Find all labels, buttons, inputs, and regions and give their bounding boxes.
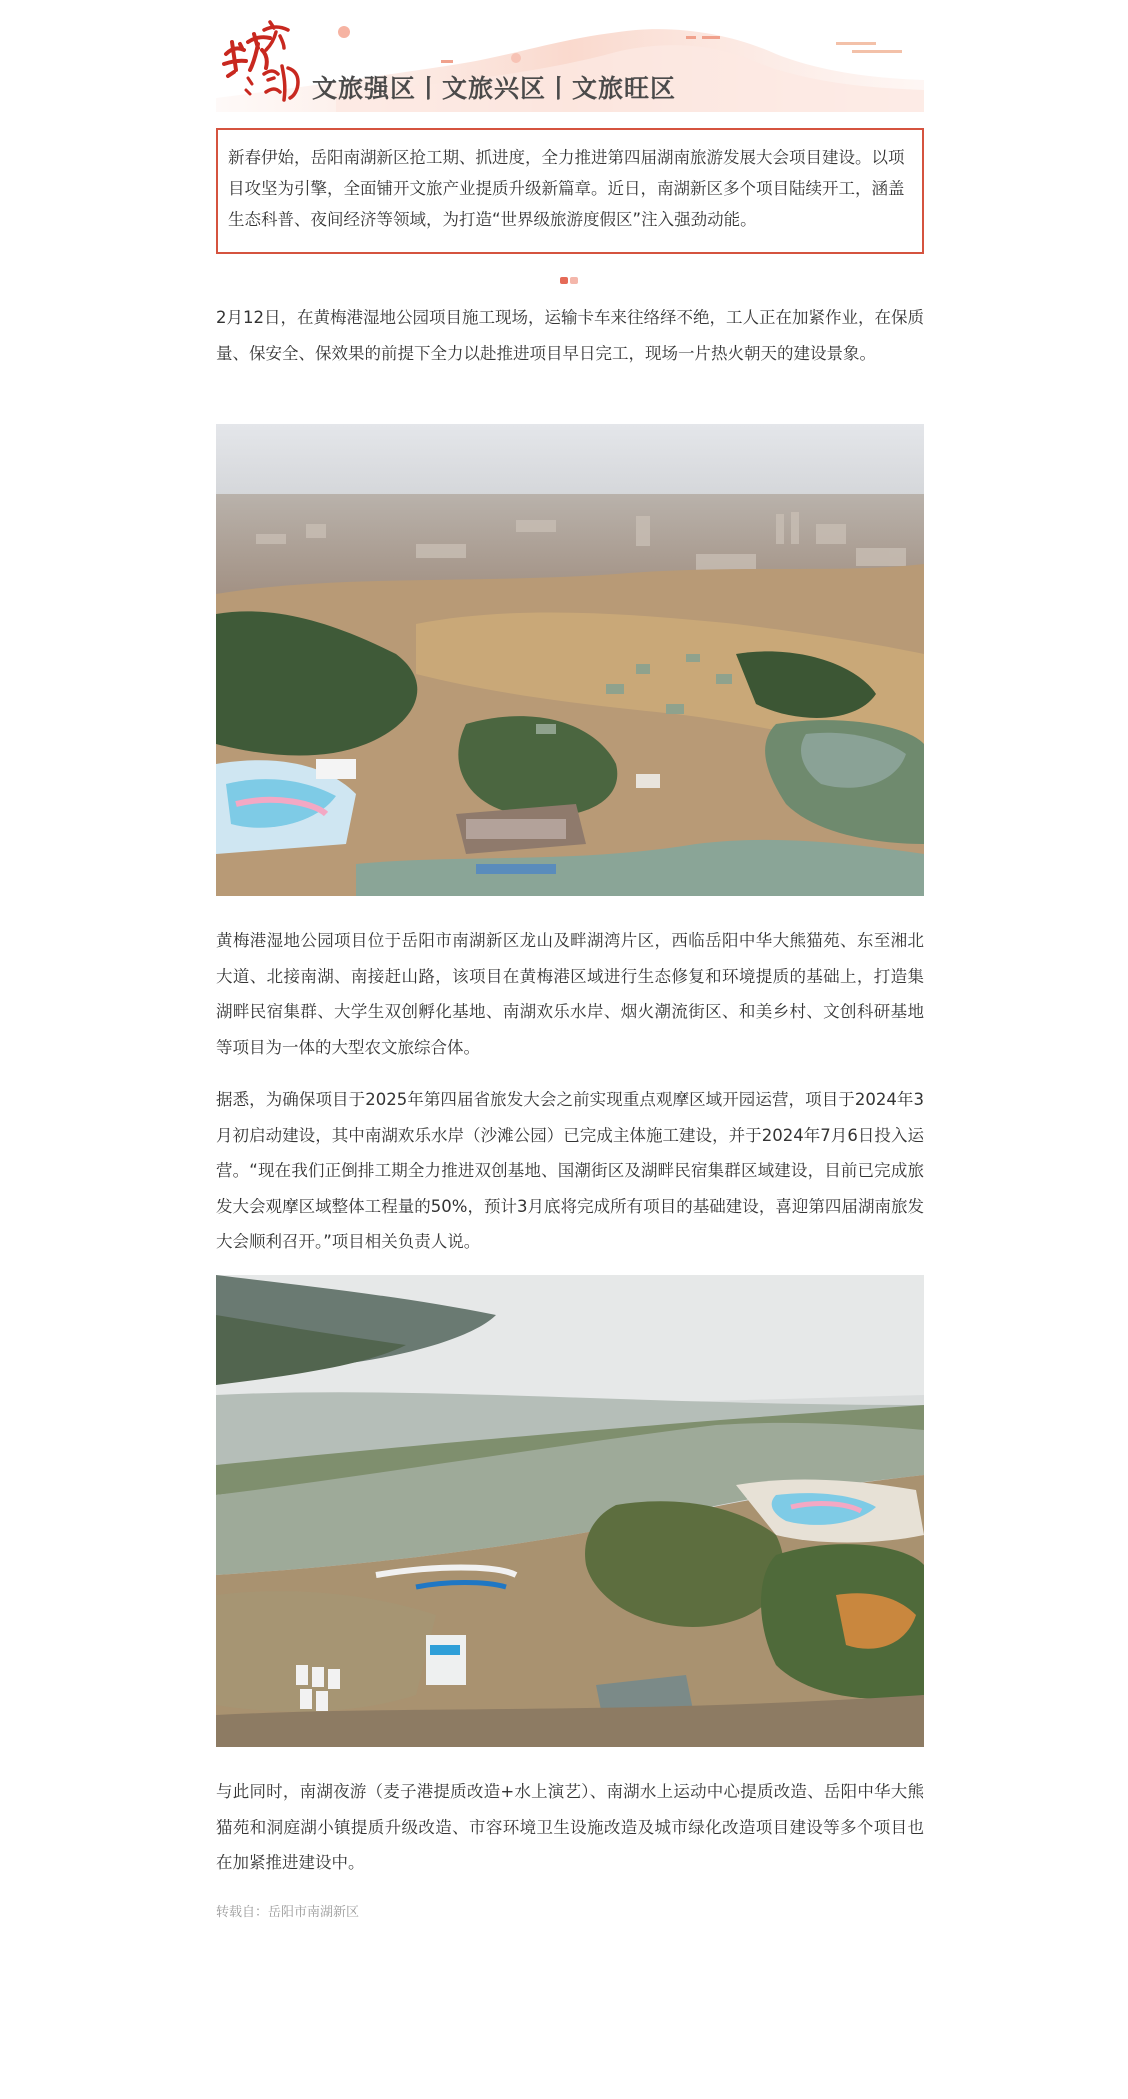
paragraph-1: 2月12日，在黄梅港湿地公园项目施工现场，运输卡车来往络绎不绝，工人正在加紧作业，在保质量、保安全、保效果的前提下全力以赴推进项目早日完工，现场一片热火朝天的建设景象。 bbox=[216, 308, 924, 363]
slogan-heading: 文旅强区丨文旅兴区丨文旅旺区 bbox=[312, 74, 677, 103]
pager-dot-active bbox=[560, 277, 568, 284]
paragraph-2: 黄梅港湿地公园项目位于岳阳市南湖新区龙山及畔湖湾片区，西临岳阳中华大熊猫苑、东至湘北大道、北接南湖、南接赶山路，该项目在黄梅港区域进行生态修复和环境提质的基础上，打造集湖畔民宿集群、大学生双创孵化基地、南湖欢乐水岸、烟火潮流街区、和美乡村、文创科研基地等项目为一体的大型农文旅综合体。 bbox=[216, 931, 924, 1057]
pager-dot bbox=[570, 277, 578, 284]
xinnanhu-logo bbox=[218, 14, 308, 110]
source-attribution: 转载自：岳阳市南湖新区 bbox=[216, 1905, 360, 1920]
header-banner bbox=[216, 0, 924, 112]
aerial-photo-wetland-park bbox=[216, 424, 924, 896]
article bbox=[216, 0, 924, 1920]
pager-dots bbox=[560, 277, 580, 284]
intro-text: 新春伊始，岳阳南湖新区抢工期、抓进度，全力推进第四届湖南旅游发展大会项目建设。以项目攻坚为引擎，全面铺开文旅产业提质升级新篇章。近日，南湖新区多个项目陆续开工，涵盖生态科普、夜间经济等领域，为打造“世界级旅游度假区”注入强劲动能。 bbox=[228, 148, 905, 229]
intro-box bbox=[216, 128, 924, 254]
lakeshore-image bbox=[216, 1275, 924, 1747]
paragraph-3: 据悉，为确保项目于2025年第四届省旅发大会之前实现重点观摩区域开园运营，项目于2024年3月初启动建设，其中南湖欢乐水岸（沙滩公园）已完成主体施工建设，并于2024年7月6日投入运营。“现在我们正倒排工期全力推进双创基地、国潮街区及湖畔民宿集群区域建设，目前已完成旅发大会观摩区域整体工程量的50%，预计3月底将完成所有项目的基础建设，喜迎第四届湖南旅发大会顺利召开。”项目相关负责人说。 bbox=[216, 1090, 924, 1251]
logo-calligraphy-icon bbox=[218, 14, 308, 110]
paragraph-4: 与此同时，南湖夜游（麦子港提质改造+水上演艺）、南湖水上运动中心提质改造、岳阳中华大熊猫苑和洞庭湖小镇提质升级改造、市容环境卫生设施改造及城市绿化改造项目建设等多个项目也在加紧推进建设中。 bbox=[216, 1782, 924, 1872]
aerial-photo-nanhu-lakeshore bbox=[216, 1275, 924, 1747]
wetland-park-image bbox=[216, 424, 924, 896]
